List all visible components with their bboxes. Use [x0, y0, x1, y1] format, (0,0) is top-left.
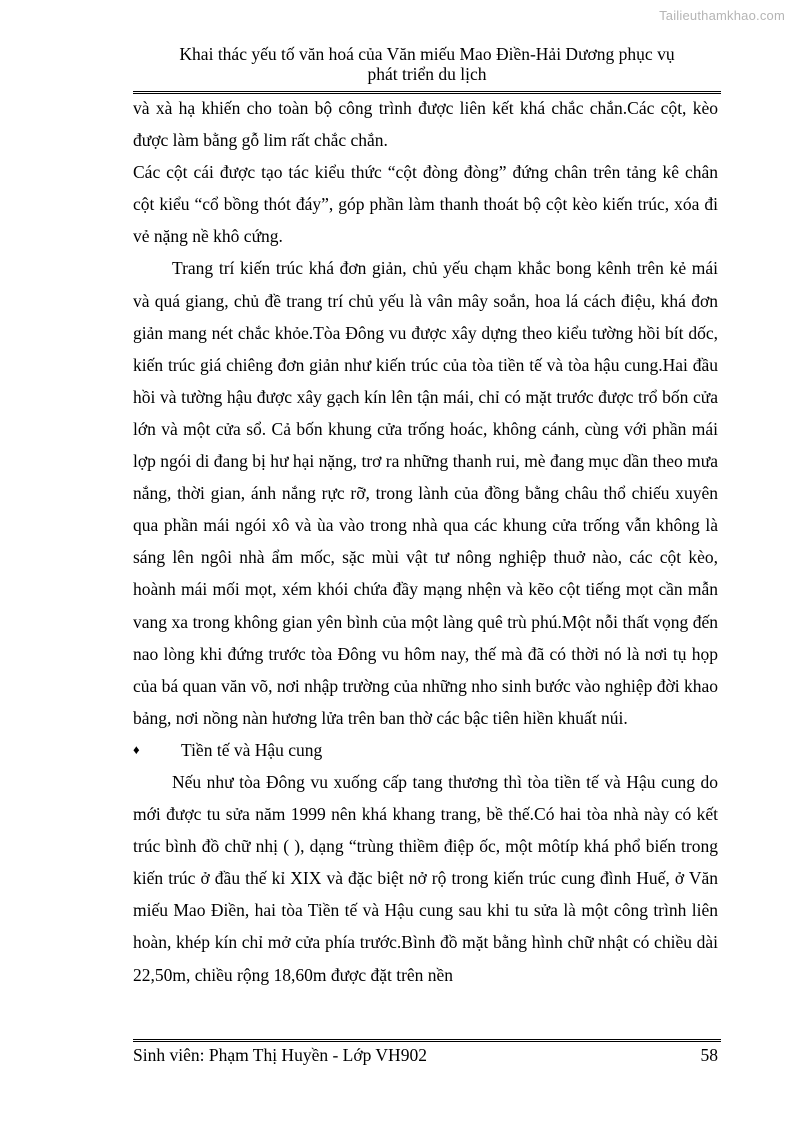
header-title-line-1: Khai thác yếu tố văn hoá của Văn miếu Mao Điền-Hải Dương phục vụ [179, 44, 675, 64]
header-title-line-2: phát triển du lịch [367, 64, 487, 84]
paragraph-2: Các cột cái được tạo tác kiểu thức “cột đòng đòng” đứng chân trên tảng kê chân cột kiểu “cổ bồng thót đáy”, góp phần làm thanh thoát bộ cột kèo kiến trúc, xóa đi vẻ nặng nề khô cứng. [133, 162, 718, 247]
section-heading-text: Tiền tế và Hậu cung [181, 739, 323, 760]
page-header [133, 44, 721, 84]
diamond-bullet-icon: ♦ [133, 741, 140, 757]
watermark: Tailieuthamkhao.com [659, 8, 785, 23]
document-body [133, 92, 718, 991]
paragraph-3: Trang trí kiến trúc khá đơn giản, chủ yếu chạm khắc bong kênh trên kẻ mái và quá giang, chủ đề trang trí chủ yếu là vân mây soắn, hoa lá cách điệu, khá đơn giản mang nét chắc khỏe.Tòa Đông vu được xây dựng theo kiểu tường hồi bít dốc, kiến trúc giá chiêng đơn giản như kiến trúc của tòa tiền tế và tòa hậu cung.Hai đầu hồi và tường hậu được xây gạch kín lên tận mái, chỉ có mặt trước được trổ bốn cửa lớn và một cửa sổ. Cả bốn khung cửa trống hoác, không cánh, cùng với phần mái lợp ngói di đang bị hư hại nặng, trơ ra những thanh rui, mè đang mục dần theo mưa nắng, thời gian, ánh nắng rực rỡ, trong lành của đồng bằng châu thổ chiếu xuyên qua phần mái ngói xô và ùa vào trong nhà qua các khung cửa trống vẫn không là sáng lên ngôi nhà ẩm mốc, sặc mùi vật tư nông nghiệp thuở nào, các cột kèo, hoành mái mối mọt, xém khói chứa đầy mạng nhện và kẽo cột tiếng mọt cần mẫn vang xa trong không gian yên bình của một làng quê trù phú.Một nỗi thất vọng đến nao lòng khi đứng trước tòa Đông vu hôm nay, thế mà đã có thời nó là nơi tụ họp của bá quan văn võ, nơi nhập trường của những nho sinh bước vào nghiệp đời khao bảng, nơi nồng nàn hương lửa trên ban thờ các bậc tiên hiền khuất núi. [133, 258, 719, 728]
paragraph-1: và xà hạ khiến cho toàn bộ công trình được liên kết khá chắc chắn.Các cột, kèo được làm bằng gỗ lim rất chắc chắn. [133, 98, 718, 151]
page-number: 58 [700, 1045, 718, 1065]
footer-divider [133, 1039, 721, 1042]
paragraph-4: Nếu như tòa Đông vu xuống cấp tang thương thì tòa tiền tế và Hậu cung do mới được tu sửa năm 1999 nên khá khang trang, bề thế.Có hai tòa nhà này có kết trúc bình đồ chữ nhị ( ), dạng “trùng thiềm điệp ốc, một môtíp khá phổ biến trong kiến trúc ở đầu thế kỉ XIX và đặc biệt nở rộ trong kiến trúc cung đình Huế, ở Văn miếu Mao Điền, hai tòa Tiền tế và Hậu cung sau khi tu sửa là một công trình liên hoàn, khép kín chỉ mở cửa phía trước.Bình đồ mặt bằng hình chữ nhật có chiều dài 22,50m, chiều rộng 18,60m được đặt trên nền [133, 771, 718, 985]
footer-student: Sinh viên: Phạm Thị Huyền - Lớp VH902 [133, 1045, 427, 1065]
section-heading [133, 734, 718, 766]
